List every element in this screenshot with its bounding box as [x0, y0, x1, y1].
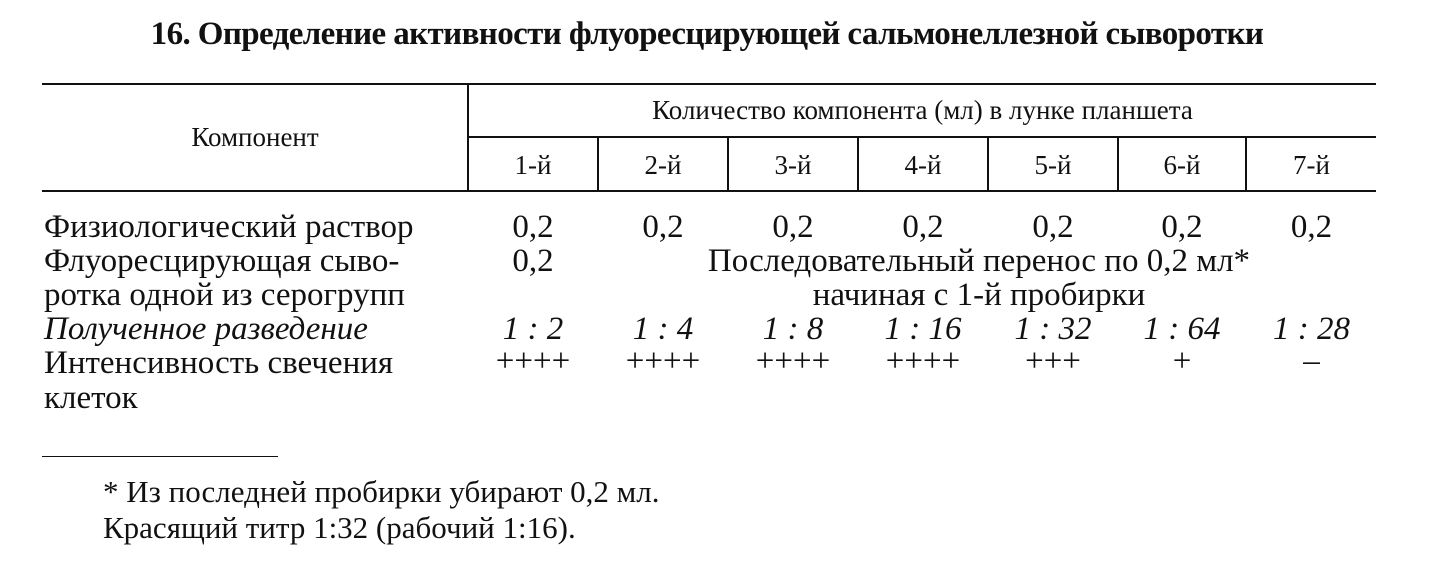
- component-header: Компонент: [191, 122, 319, 152]
- saline-value-6: 0,2: [1161, 209, 1203, 245]
- well-header-2: 2-й: [644, 150, 682, 180]
- dilution-value-1: 1 : 2: [502, 311, 564, 347]
- footnote-line-2: Красящий титр 1:32 (рабочий 1:16).: [103, 510, 576, 545]
- serial-transfer-note-line2: начиная с 1-й пробирки: [812, 277, 1146, 313]
- intensity-value-5: +++: [1025, 343, 1081, 379]
- saline-value-2: 0,2: [642, 209, 684, 245]
- dilution-value-2: 1 : 4: [632, 311, 694, 347]
- dilution-row-label: Полученное разведение: [44, 311, 368, 347]
- saline-value-5: 0,2: [1032, 209, 1074, 245]
- intensity-value-6: +: [1172, 343, 1192, 379]
- footnote-rule: [42, 456, 278, 457]
- dilution-value-7: 1 : 28: [1273, 311, 1350, 347]
- header-bottom-rule: [42, 190, 1376, 192]
- footnote-line-1: * Из последней пробирки убирают 0,2 мл.: [103, 474, 660, 509]
- saline-row-label: Физиологический раствор: [44, 209, 414, 245]
- intensity-value-3: ++++: [755, 343, 831, 379]
- dilution-value-3: 1 : 8: [762, 311, 824, 347]
- serum-row-label-line2: ротка одной из серогрупп: [44, 277, 405, 313]
- saline-value-1: 0,2: [512, 209, 554, 245]
- well-header-3: 3-й: [774, 150, 812, 180]
- dilution-value-6: 1 : 64: [1143, 311, 1221, 347]
- serum-row-label-line1: Флуоресцирующая сыво-: [44, 243, 400, 279]
- well-header-5: 5-й: [1034, 150, 1072, 180]
- well-header-4: 4-й: [904, 150, 942, 180]
- dilution-value-5: 1 : 32: [1014, 311, 1092, 347]
- intensity-value-2: ++++: [625, 343, 701, 379]
- table-top-rule: [42, 83, 1376, 85]
- dilution-value-4: 1 : 16: [884, 311, 962, 347]
- intensity-value-4: ++++: [885, 343, 961, 379]
- saline-value-7: 0,2: [1290, 209, 1333, 245]
- well-header-1: 1-й: [514, 150, 552, 180]
- intensity-value-7: –: [1303, 343, 1320, 379]
- saline-value-3: 0,2: [772, 209, 814, 245]
- intensity-row-label-line1: Интенсивность свечения: [44, 345, 394, 381]
- serum-value-1: 0,2: [512, 243, 554, 279]
- quantity-header: Количество компонента (мл) в лунке планшета: [652, 95, 1193, 125]
- header-mid-rule: [468, 136, 1376, 138]
- well-header-7: 7-й: [1293, 150, 1330, 180]
- serial-transfer-note: Последовательный перенос по 0,2 мл*: [707, 243, 1251, 279]
- saline-value-4: 0,2: [902, 209, 944, 245]
- well-header-6: 6-й: [1163, 150, 1201, 180]
- table-title: 16. Определение активности флуоресцирующей сальмонеллезной сыворотки: [150, 16, 1264, 52]
- intensity-value-1: ++++: [495, 343, 571, 379]
- intensity-row-label-line2: клеток: [44, 380, 138, 416]
